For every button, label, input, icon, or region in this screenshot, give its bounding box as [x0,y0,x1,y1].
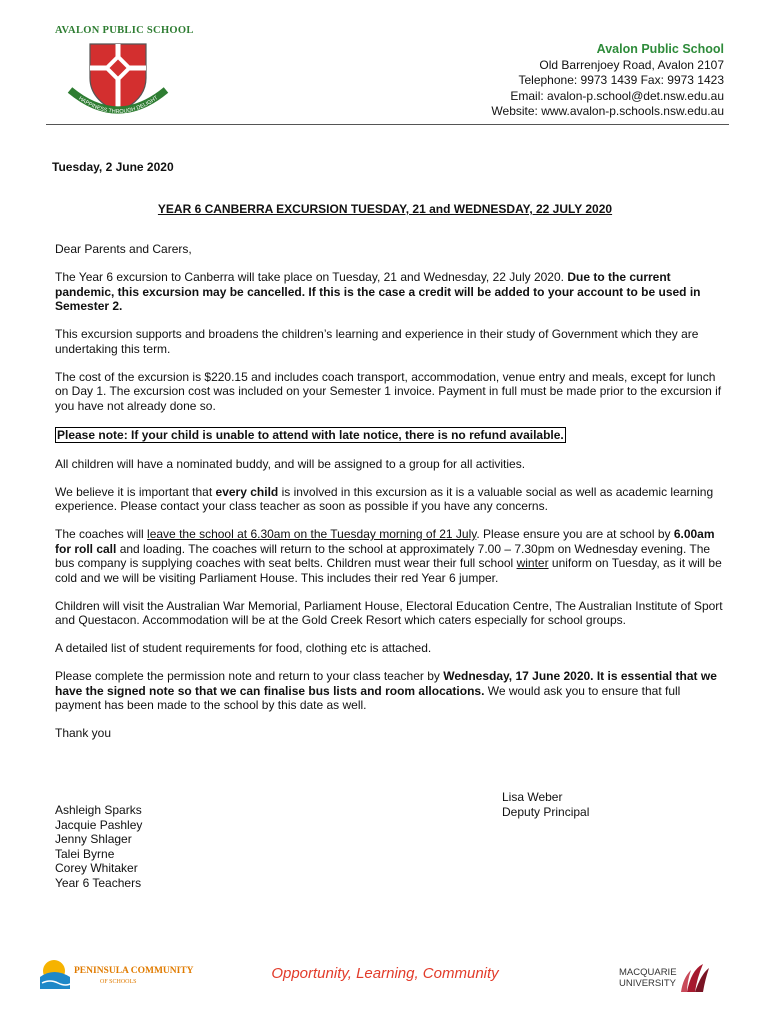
signature-line: Jenny Shlager [55,832,132,846]
paragraph-bold: Due to the current pandemic, this excursion may be cancelled. If this is the case a credit will be added to your account to be used in Semester 2. [55,270,701,313]
crest-school-name: AVALON PUBLIC SCHOOL [55,25,194,36]
paragraph-note [55,427,727,444]
paragraph-text: is involved in this excursion as it is a valuable social as well as academic learning experience. Please contact your class teacher as soon as possible if you have any concerns. [55,484,714,513]
paragraph-cost: The cost of the excursion is $220.15 and includes coach transport, accommodation, venue entry and meals, except for lunch on Day 1. The excursion cost was included on your Semester 1 invoice. Payment in full must be made prior to the excursion if you have not already done so. [55,369,722,413]
paragraph-purpose: This excursion supports and broadens the children’s learning and experience in their study of Government which they are undertaking this term. [55,327,699,356]
mq-line1: MACQUARIE [619,967,677,978]
paragraph-requirements: A detailed list of student requirements for food, clothing etc is attached. [55,641,432,655]
paragraph-underline: winter [516,556,549,570]
signature-teachers [55,803,142,890]
signature-line: Lisa Weber [502,790,563,804]
paragraph-venues: Children will visit the Australian War Memorial, Parliament House, Electoral Education Centre, The Australian Institute of Sport and Questacon. Accommodation will be at the Gold Creek Resort which caters especially for school groups. [55,598,723,627]
macquarie-university-logo [615,958,715,998]
signature-line: Ashleigh Sparks [55,803,142,817]
paragraph-text: We believe it is important that [55,484,216,499]
paragraph-bold: Wednesday, 17 June 2020. It is essential that we have the signed note so that we can finalise bus lists and room allocations. [55,669,717,698]
school-email: Email: avalon-p.school@det.nsw.edu.au [510,88,724,103]
signature-line: Jacquie Pashley [55,817,143,832]
signature-line: Year 6 Teachers [55,875,142,890]
signature-line: Deputy Principal [502,804,590,819]
footer-slogan: Opportunity, Learning, Community [271,965,499,982]
school-name: Avalon Public School [596,42,724,56]
paragraph-bold: every child [215,484,279,499]
crest-motto: HAPPINESS THROUGH DELIGHT [77,95,160,116]
pcs-name: PENINSULA COMMUNITY [74,966,194,976]
paragraph-every-child [55,485,727,514]
school-website: Website: www.avalon-p.schools.nsw.edu.au [491,104,724,118]
paragraph-text: The Year 6 excursion to Canberra will take place on Tuesday, 21 and Wednesday, 22 July 2020. [55,270,568,284]
paragraph-coaches [55,527,727,585]
paragraph-bold: 6.00am for roll call [55,527,715,556]
paragraph-text: Please complete the permission note and return to your class teacher by [55,669,444,683]
school-crest-logo [62,38,174,122]
closing: Thank you [55,726,112,740]
paragraph-permission [55,669,727,713]
signature-line: Talei Byrne [55,846,115,861]
paragraph-buddy: All children will have a nominated buddy, and will be assigned to a group for all activities. [55,456,526,471]
school-telephone: Telephone: 9973 1439 Fax: 9973 1423 [518,73,724,87]
school-contact-block [491,42,724,120]
paragraph-text: . Please ensure you are at school by [476,527,674,541]
paragraph-pandemic [55,270,727,314]
refund-note: Please note: If your child is unable to attend with late notice, there is no refund available. [57,427,564,442]
paragraph-text: The coaches will [55,527,148,541]
signature-line: Corey Whitaker [55,861,138,875]
letter-title: YEAR 6 CANBERRA EXCURSION TUESDAY, 21 and WEDNESDAY, 22 JULY 2020 [157,202,613,216]
signature-deputy [502,790,589,819]
paragraph-text: uniform on Tuesday, as it will be cold and we will be visiting Parliament House. This includes their red Year 6 jumper. [55,556,722,585]
salutation: Dear Parents and Carers, [55,242,192,256]
paragraph-text: We would ask you to ensure that full payment has been made to the school by this date as well. [55,683,681,712]
header-divider [46,124,729,125]
letter-body [55,242,727,754]
paragraph-underline: leave the school at 6.30am on the Tuesday morning of 21 July [147,527,477,541]
letter-date: Tuesday, 2 June 2020 [52,160,174,174]
mq-line2: UNIVERSITY [619,978,677,989]
school-address: Old Barrenjoey Road, Avalon 2107 [539,57,724,72]
paragraph-text: and loading. The coaches will return to the school at approximately 7.00 – 7.30pm on Wednesday evening. The bus company is supplying coaches with seat belts. Children must wear their full school [55,541,711,570]
pcs-sub: OF SCHOOLS [100,979,137,985]
